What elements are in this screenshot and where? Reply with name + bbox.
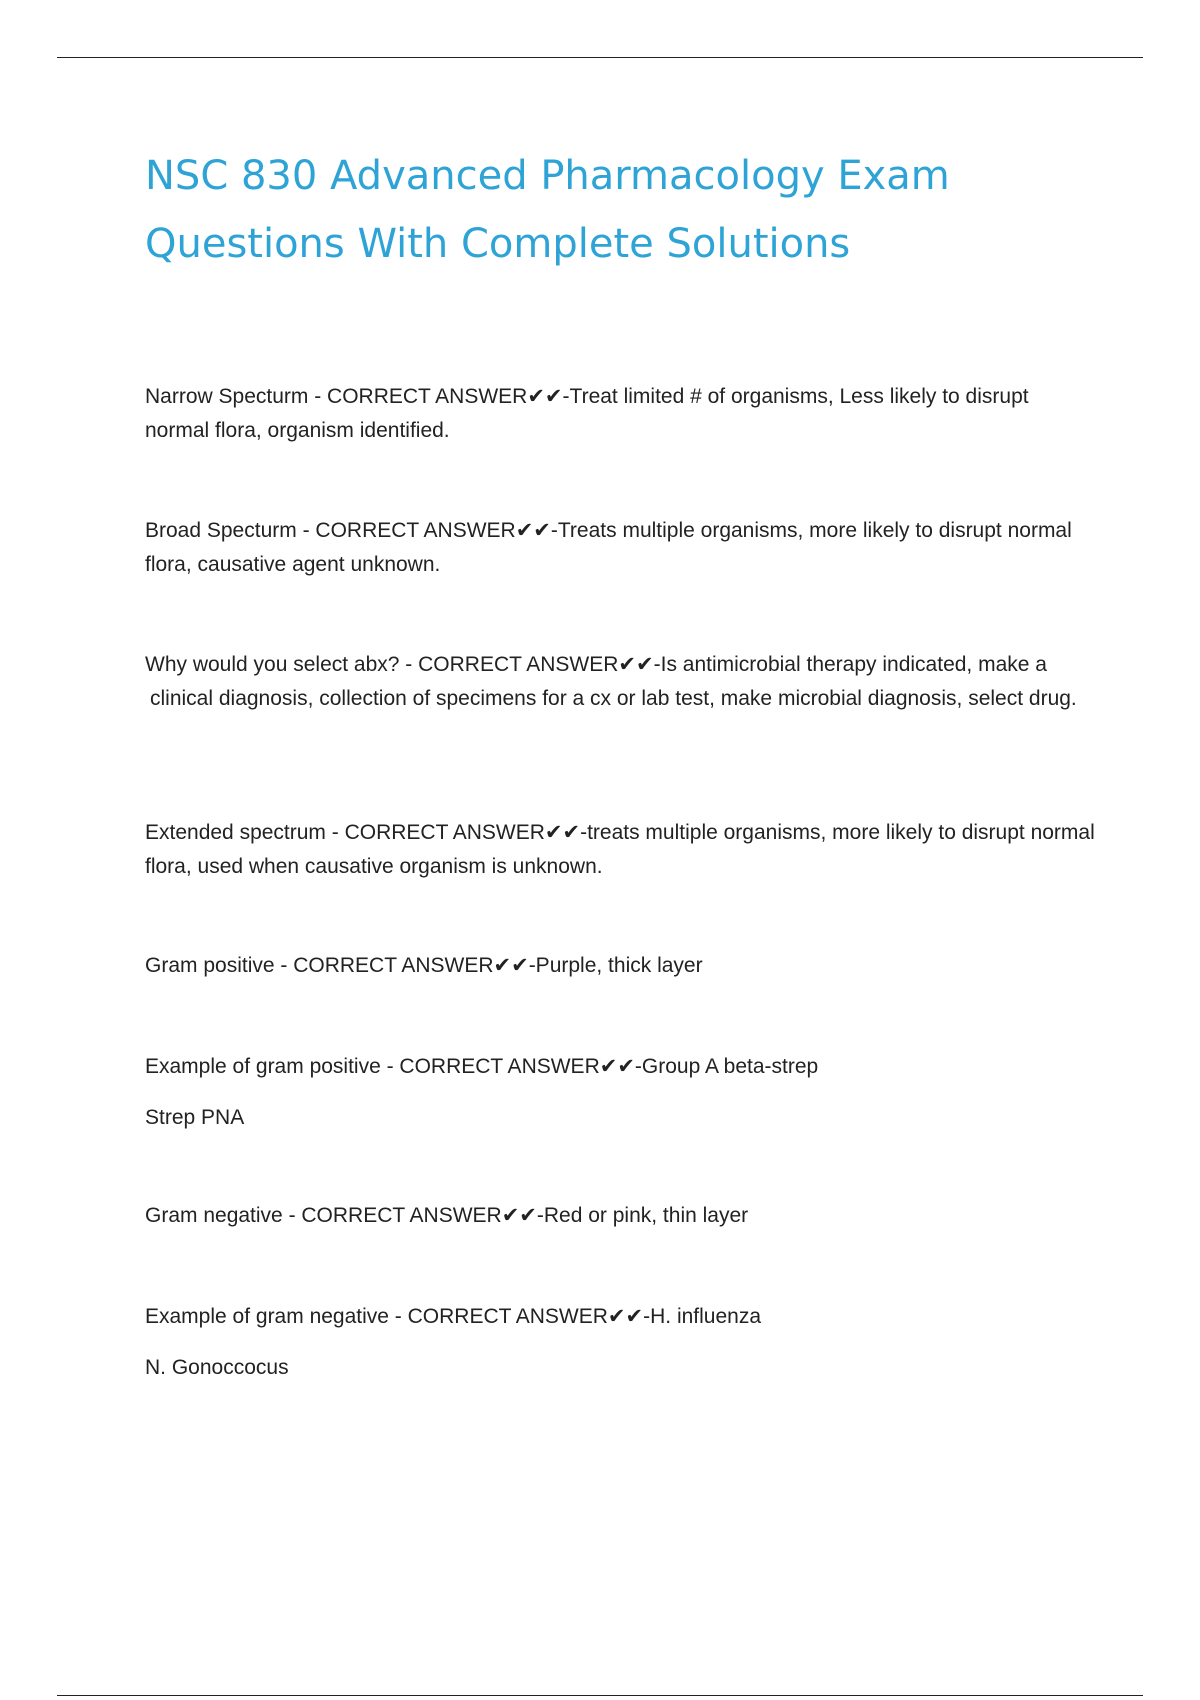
qa-item-select-abx: Why would you select abx? - CORRECT ANSWER✔✔-Is antimicrobial therapy indicated, make a clinical diagnosis, collection of specimens for a cx or lab test, make microbial diagnosis, select drug. — [145, 653, 1077, 710]
qa-item-gram-positive: Gram positive - CORRECT ANSWER✔✔-Purple, thick layer — [145, 954, 703, 977]
qa-item-gram-negative-example: Example of gram negative - CORRECT ANSWER✔✔-H. influenza — [145, 1305, 762, 1328]
qa-item-gram-positive-example: Example of gram positive - CORRECT ANSWER✔✔-Group A beta-strep — [145, 1055, 819, 1078]
qa-item-broad-spectrum: Broad Specturm - CORRECT ANSWER✔✔-Treats multiple organisms, more likely to disrupt normal flora, causative agent unknown. — [145, 519, 1072, 576]
qa-item-extended-spectrum: Extended spectrum - CORRECT ANSWER✔✔-treats multiple organisms, more likely to disrupt normal flora, used when causative organism is unknown. — [145, 821, 1095, 878]
footer-rule — [57, 1695, 1143, 1696]
title-line-1: NSC 830 Advanced Pharmacology Exam — [145, 153, 950, 199]
qa-item-gram-positive-example-extra: Strep PNA — [145, 1106, 245, 1129]
document-title — [145, 142, 1045, 278]
header-rule — [57, 57, 1143, 58]
qa-item-narrow-spectrum: Narrow Specturm - CORRECT ANSWER✔✔-Treat limited # of organisms, Less likely to disrupt normal flora, organism identified. — [145, 385, 1029, 442]
qa-item-gram-negative-example-extra: N. Gonoccocus — [145, 1356, 289, 1379]
qa-item-gram-negative: Gram negative - CORRECT ANSWER✔✔-Red or pink, thin layer — [145, 1204, 749, 1227]
title-line-2: Questions With Complete Solutions — [145, 221, 851, 267]
